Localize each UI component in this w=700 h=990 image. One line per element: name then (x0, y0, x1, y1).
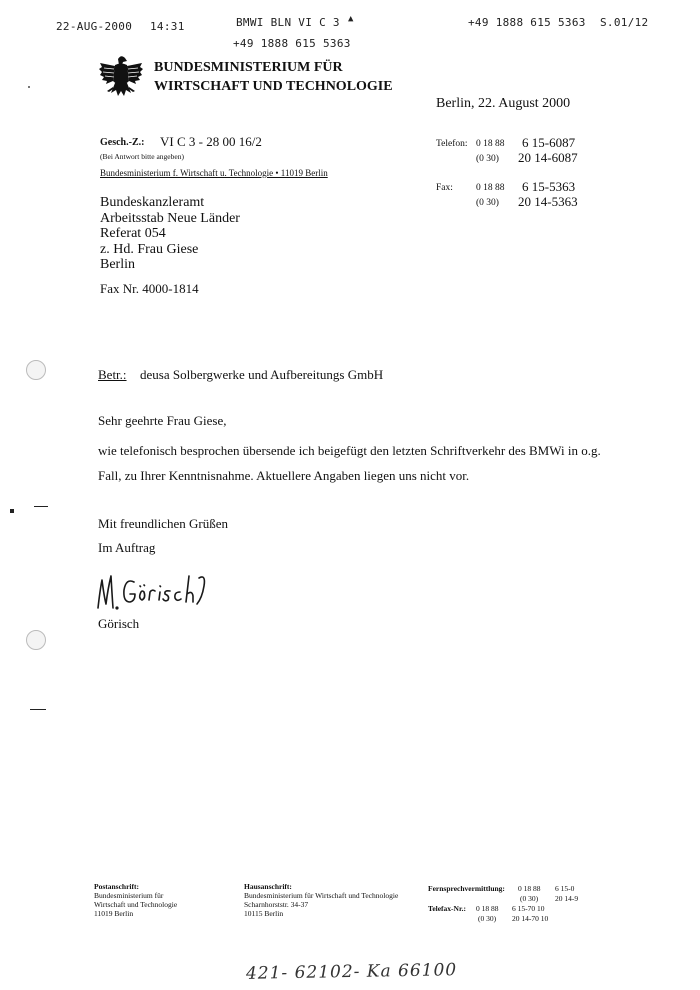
recipient-fax: Fax Nr. 4000-1814 (100, 281, 199, 296)
fold-mark (10, 509, 14, 513)
fold-mark (30, 709, 46, 710)
footer-postal-line: Bundesministerium für (94, 891, 164, 900)
im-auftrag: Im Auftrag (98, 540, 156, 555)
reference-label: Gesch.-Z.: (100, 137, 145, 148)
fax-page: S.01/12 (600, 16, 649, 29)
recipient-line: z. Hd. Frau Giese (100, 241, 199, 257)
footer-postal-address (94, 882, 177, 918)
telefon-label: Telefon: (436, 139, 468, 149)
body-paragraph-line2: Fall, zu Ihrer Kenntnisnahme. Aktuellere Angaben liegen uns nicht vor. (98, 468, 470, 483)
telefon-2-area: (0 30) (476, 154, 499, 164)
fax-number-top: +49 1888 615 5363 (468, 16, 586, 29)
footer-house-line: 10115 Berlin (244, 909, 284, 918)
footer-phone-1-area: 0 18 88 (518, 884, 541, 893)
recipient-line: Berlin (100, 257, 135, 272)
reference-value: VI C 3 - 28 00 16/2 (160, 134, 262, 149)
footer-postal-line: Wirtschaft und Technologie (94, 900, 178, 909)
signature-image (94, 568, 224, 616)
fax-sender-flag: ▲ (348, 14, 354, 24)
salutation: Sehr geehrte Frau Giese, (98, 413, 227, 428)
fax-2-area: (0 30) (476, 198, 499, 208)
telefon-1-number: 6 15-6087 (522, 135, 576, 150)
ministry-name-line2: WIRTSCHAFT UND TECHNOLOGIE (154, 79, 393, 94)
sender-return-line: Bundesministerium f. Wirtschaft u. Technologie • 11019 Berlin (100, 168, 328, 178)
footer-house-address (244, 882, 398, 918)
punch-hole-mark (26, 360, 46, 380)
footer-postal-label: Postanschrift: (94, 882, 139, 891)
place-date: Berlin, 22. August 2000 (436, 96, 571, 111)
footer-phone-2-number: 20 14-9 (555, 894, 579, 903)
footer-telefax-1-area: 0 18 88 (476, 904, 499, 913)
footer-house-line: Bundesministerium für Wirtschaft und Technologie (244, 891, 399, 900)
footer-phone-label: Fernsprechvermittlung: (428, 884, 505, 893)
fax-1-area: 0 18 88 (476, 183, 505, 193)
fax-time: 14:31 (150, 20, 185, 33)
fax-number-second: +49 1888 615 5363 (233, 37, 351, 50)
body-paragraph-line1: wie telefonisch besprochen übersende ich beigefügt den letzten Schriftverkehr des BMWi in o.g. (98, 443, 601, 458)
footer-telefax-2-area: (0 30) (478, 914, 497, 923)
telefon-1-area: 0 18 88 (476, 139, 505, 149)
telefon-2-number: 20 14-6087 (518, 150, 578, 165)
fax-sender-id: BMWI BLN VI C 3 (236, 16, 340, 29)
speck-mark (28, 86, 30, 88)
fax-1-number: 6 15-5363 (522, 179, 576, 194)
footer-house-label: Hausanschrift: (244, 882, 292, 891)
footer-telefax-2-number: 20 14-70 10 (512, 914, 549, 923)
archive-note: 421- 62102- Ka 66100 (245, 960, 458, 984)
footer-telefax-label: Telefax-Nr.: (428, 904, 466, 913)
recipient-line: Bundeskanzleramt (100, 195, 205, 210)
fold-mark (34, 506, 48, 507)
subject-text: deusa Solbergwerke und Aufbereitungs GmbH (140, 367, 384, 382)
footer-postal-line: 11019 Berlin (94, 909, 134, 918)
footer-phone-2-area: (0 30) (520, 894, 539, 903)
punch-hole-mark (26, 630, 46, 650)
footer-house-line: Scharnhorststr. 34-37 (244, 900, 309, 909)
reference-note: (Bei Antwort bitte angeben) (100, 152, 184, 161)
closing: Mit freundlichen Grüßen (98, 516, 228, 531)
ministry-name-line1: BUNDESMINISTERIUM FÜR (154, 60, 343, 75)
recipient-line: Referat 054 (100, 226, 166, 241)
fax-2-number: 20 14-5363 (518, 194, 578, 209)
recipient-address (100, 195, 240, 273)
fax-date: 22-AUG-2000 (56, 20, 133, 33)
subject-label: Betr.: (98, 367, 127, 382)
signer-name: Görisch (98, 616, 140, 631)
eagle-emblem-icon (98, 53, 144, 101)
footer-phone-1-number: 6 15-0 (555, 884, 575, 893)
footer-telefax-1-number: 6 15-70 10 (512, 904, 545, 913)
fax-label: Fax: (436, 183, 453, 193)
recipient-line: Arbeitsstab Neue Länder (100, 210, 240, 226)
